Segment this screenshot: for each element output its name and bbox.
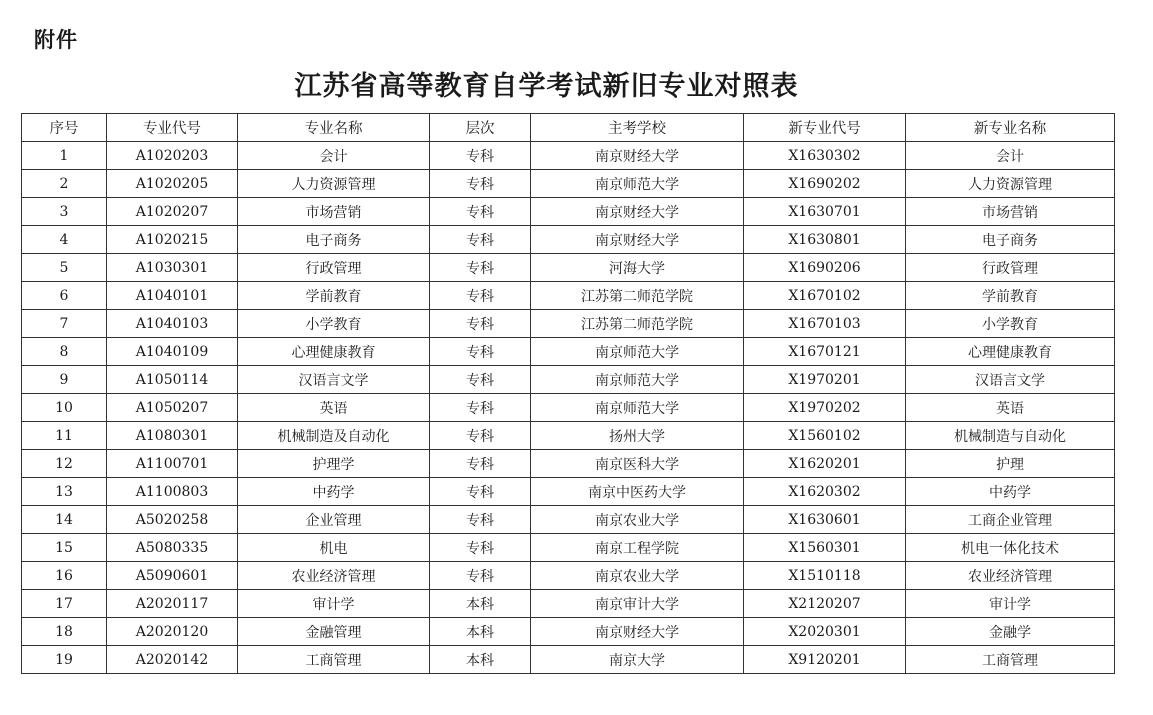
new-major-code-cell: X1630801 (744, 226, 906, 254)
level-cell: 专科 (430, 170, 531, 198)
new-major-code-cell: X1970202 (744, 394, 906, 422)
row-index-cell: 18 (22, 618, 107, 646)
row-index-cell: 9 (22, 366, 107, 394)
major-name-cell: 工商管理 (238, 646, 430, 674)
level-cell: 专科 (430, 310, 531, 338)
header-level: 层次 (430, 114, 531, 142)
table-row (22, 450, 1115, 478)
school-cell: 南京医科大学 (531, 450, 744, 478)
major-name-cell: 金融管理 (238, 618, 430, 646)
new-major-name-cell: 英语 (906, 394, 1115, 422)
school-cell: 南京财经大学 (531, 618, 744, 646)
new-major-name-cell: 机电一体化技术 (906, 534, 1115, 562)
major-name-cell: 企业管理 (238, 506, 430, 534)
header-major-code: 专业代号 (107, 114, 238, 142)
school-cell: 南京工程学院 (531, 534, 744, 562)
major-code-cell: A1020203 (107, 142, 238, 170)
major-code-cell: A2020120 (107, 618, 238, 646)
new-major-code-cell: X1620201 (744, 450, 906, 478)
new-major-code-cell: X1620302 (744, 478, 906, 506)
new-major-name-cell: 电子商务 (906, 226, 1115, 254)
table-row (22, 366, 1115, 394)
level-cell: 专科 (430, 226, 531, 254)
major-code-cell: A5020258 (107, 506, 238, 534)
table-row (22, 170, 1115, 198)
new-major-code-cell: X1970201 (744, 366, 906, 394)
new-major-code-cell: X9120201 (744, 646, 906, 674)
major-name-cell: 审计学 (238, 590, 430, 618)
new-major-code-cell: X1690206 (744, 254, 906, 282)
table-row (22, 646, 1115, 674)
school-cell: 河海大学 (531, 254, 744, 282)
major-name-cell: 机械制造及自动化 (238, 422, 430, 450)
row-index-cell: 1 (22, 142, 107, 170)
level-cell: 本科 (430, 590, 531, 618)
new-major-code-cell: X1670121 (744, 338, 906, 366)
row-index-cell: 11 (22, 422, 107, 450)
row-index-cell: 3 (22, 198, 107, 226)
school-cell: 南京师范大学 (531, 170, 744, 198)
major-code-cell: A5090601 (107, 562, 238, 590)
major-code-cell: A2020117 (107, 590, 238, 618)
header-new-major-code: 新专业代号 (744, 114, 906, 142)
row-index-cell: 10 (22, 394, 107, 422)
major-code-cell: A1030301 (107, 254, 238, 282)
table-row (22, 198, 1115, 226)
new-major-name-cell: 金融学 (906, 618, 1115, 646)
major-name-cell: 学前教育 (238, 282, 430, 310)
header-new-major-name: 新专业名称 (906, 114, 1115, 142)
new-major-name-cell: 中药学 (906, 478, 1115, 506)
level-cell: 专科 (430, 394, 531, 422)
table-row (22, 590, 1115, 618)
school-cell: 江苏第二师范学院 (531, 282, 744, 310)
new-major-name-cell: 心理健康教育 (906, 338, 1115, 366)
major-name-cell: 会计 (238, 142, 430, 170)
level-cell: 专科 (430, 282, 531, 310)
row-index-cell: 7 (22, 310, 107, 338)
major-code-cell: A1050114 (107, 366, 238, 394)
row-index-cell: 12 (22, 450, 107, 478)
level-cell: 本科 (430, 618, 531, 646)
document-title: 江苏省高等教育自学考试新旧专业对照表 (294, 71, 799, 102)
new-major-code-cell: X2120207 (744, 590, 906, 618)
level-cell: 专科 (430, 562, 531, 590)
major-code-cell: A1020205 (107, 170, 238, 198)
new-major-name-cell: 汉语言文学 (906, 366, 1115, 394)
new-major-code-cell: X1630601 (744, 506, 906, 534)
new-major-name-cell: 小学教育 (906, 310, 1115, 338)
school-cell: 南京中医药大学 (531, 478, 744, 506)
table-row (22, 618, 1115, 646)
table-row (22, 506, 1115, 534)
row-index-cell: 4 (22, 226, 107, 254)
major-code-cell: A1040109 (107, 338, 238, 366)
new-major-name-cell: 会计 (906, 142, 1115, 170)
new-major-name-cell: 农业经济管理 (906, 562, 1115, 590)
new-major-code-cell: X1670102 (744, 282, 906, 310)
major-code-cell: A1040101 (107, 282, 238, 310)
table-row (22, 394, 1115, 422)
table-body (22, 142, 1115, 674)
school-cell: 南京财经大学 (531, 142, 744, 170)
table-row (22, 282, 1115, 310)
major-code-cell: A1020215 (107, 226, 238, 254)
major-code-cell: A1020207 (107, 198, 238, 226)
level-cell: 专科 (430, 478, 531, 506)
school-cell: 南京师范大学 (531, 338, 744, 366)
new-major-name-cell: 审计学 (906, 590, 1115, 618)
school-cell: 南京师范大学 (531, 394, 744, 422)
row-index-cell: 8 (22, 338, 107, 366)
new-major-name-cell: 学前教育 (906, 282, 1115, 310)
new-major-name-cell: 行政管理 (906, 254, 1115, 282)
row-index-cell: 19 (22, 646, 107, 674)
row-index-cell: 16 (22, 562, 107, 590)
new-major-code-cell: X1560301 (744, 534, 906, 562)
new-major-code-cell: X1510118 (744, 562, 906, 590)
new-major-name-cell: 工商企业管理 (906, 506, 1115, 534)
major-name-cell: 市场营销 (238, 198, 430, 226)
major-name-cell: 人力资源管理 (238, 170, 430, 198)
row-index-cell: 6 (22, 282, 107, 310)
major-code-cell: A2020142 (107, 646, 238, 674)
header-major-name: 专业名称 (238, 114, 430, 142)
major-name-cell: 机电 (238, 534, 430, 562)
table-row (22, 422, 1115, 450)
new-major-code-cell: X2020301 (744, 618, 906, 646)
header-school: 主考学校 (531, 114, 744, 142)
major-comparison-table (21, 113, 1115, 674)
major-code-cell: A1040103 (107, 310, 238, 338)
school-cell: 南京财经大学 (531, 198, 744, 226)
attachment-label: 附件 (34, 28, 78, 52)
level-cell: 专科 (430, 254, 531, 282)
school-cell: 南京农业大学 (531, 562, 744, 590)
school-cell: 南京师范大学 (531, 366, 744, 394)
new-major-code-cell: X1670103 (744, 310, 906, 338)
row-index-cell: 17 (22, 590, 107, 618)
new-major-name-cell: 市场营销 (906, 198, 1115, 226)
row-index-cell: 14 (22, 506, 107, 534)
major-name-cell: 中药学 (238, 478, 430, 506)
major-code-cell: A1100701 (107, 450, 238, 478)
level-cell: 本科 (430, 646, 531, 674)
row-index-cell: 15 (22, 534, 107, 562)
new-major-name-cell: 护理 (906, 450, 1115, 478)
school-cell: 扬州大学 (531, 422, 744, 450)
major-code-cell: A5080335 (107, 534, 238, 562)
table-row (22, 226, 1115, 254)
table-row (22, 478, 1115, 506)
major-name-cell: 英语 (238, 394, 430, 422)
level-cell: 专科 (430, 142, 531, 170)
table-row (22, 338, 1115, 366)
major-code-cell: A1050207 (107, 394, 238, 422)
table-row (22, 310, 1115, 338)
major-name-cell: 汉语言文学 (238, 366, 430, 394)
table-row (22, 142, 1115, 170)
major-name-cell: 农业经济管理 (238, 562, 430, 590)
major-name-cell: 小学教育 (238, 310, 430, 338)
level-cell: 专科 (430, 198, 531, 226)
new-major-name-cell: 人力资源管理 (906, 170, 1115, 198)
new-major-code-cell: X1560102 (744, 422, 906, 450)
school-cell: 南京大学 (531, 646, 744, 674)
header-index: 序号 (22, 114, 107, 142)
table-row (22, 562, 1115, 590)
new-major-name-cell: 工商管理 (906, 646, 1115, 674)
row-index-cell: 5 (22, 254, 107, 282)
level-cell: 专科 (430, 450, 531, 478)
row-index-cell: 2 (22, 170, 107, 198)
school-cell: 江苏第二师范学院 (531, 310, 744, 338)
level-cell: 专科 (430, 422, 531, 450)
new-major-name-cell: 机械制造与自动化 (906, 422, 1115, 450)
major-name-cell: 电子商务 (238, 226, 430, 254)
major-name-cell: 心理健康教育 (238, 338, 430, 366)
level-cell: 专科 (430, 338, 531, 366)
new-major-code-cell: X1630701 (744, 198, 906, 226)
new-major-code-cell: X1690202 (744, 170, 906, 198)
table-header-row (22, 114, 1115, 142)
major-code-cell: A1080301 (107, 422, 238, 450)
major-name-cell: 护理学 (238, 450, 430, 478)
school-cell: 南京财经大学 (531, 226, 744, 254)
level-cell: 专科 (430, 534, 531, 562)
row-index-cell: 13 (22, 478, 107, 506)
level-cell: 专科 (430, 366, 531, 394)
new-major-code-cell: X1630302 (744, 142, 906, 170)
major-code-cell: A1100803 (107, 478, 238, 506)
table-row (22, 534, 1115, 562)
table-row (22, 254, 1115, 282)
major-name-cell: 行政管理 (238, 254, 430, 282)
school-cell: 南京审计大学 (531, 590, 744, 618)
school-cell: 南京农业大学 (531, 506, 744, 534)
level-cell: 专科 (430, 506, 531, 534)
